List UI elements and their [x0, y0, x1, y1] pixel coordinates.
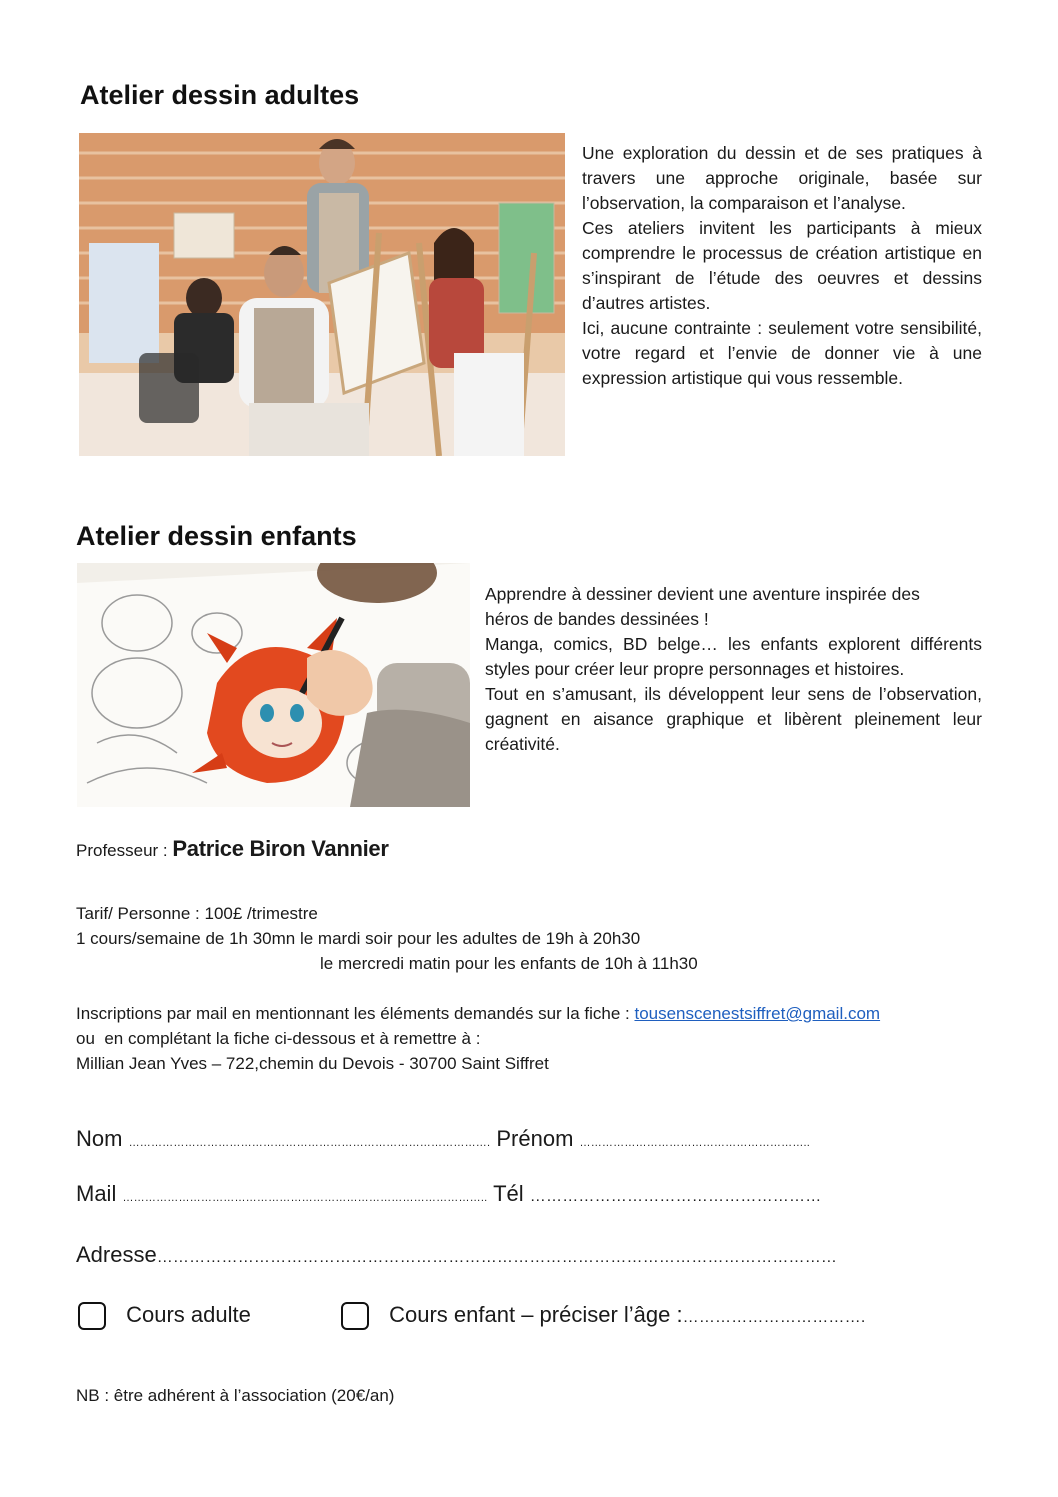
- registration-alt: ou en complétant la fiche ci-dessous et à remettre à :: [76, 1029, 481, 1048]
- form-row-mail: [76, 1181, 821, 1207]
- form-row-child: [341, 1302, 865, 1330]
- cours-adulte-label: Cours adulte: [126, 1302, 251, 1327]
- children-paragraph: Tout en s’amusant, ils développent leur sens de l’observation, gagnent en aisance graphique et libèrent pleinement leur créativité.: [485, 684, 982, 754]
- children-description: [485, 582, 982, 757]
- children-paragraph: Apprendre à dessiner devient une aventure inspirée des héros de bandes dessinées !: [485, 584, 920, 629]
- tel-field[interactable]: ………………………………………………: [529, 1188, 822, 1205]
- children-paragraph: Manga, comics, BD belge… les enfants explorent différents styles pour créer leur propre personnages et histoires.: [485, 634, 982, 679]
- form-row-name: [76, 1126, 810, 1152]
- teacher-name: Patrice Biron Vannier: [172, 836, 389, 861]
- tarif-text: Tarif/ Personne : 100£ /trimestre: [76, 904, 318, 923]
- children-drawing-photo: [77, 563, 470, 807]
- form-row-courses: [78, 1302, 251, 1330]
- tel-label: Tél: [493, 1181, 524, 1206]
- registration-text: Inscriptions par mail en mentionnant les éléments demandés sur la fiche :: [76, 1004, 630, 1023]
- teacher-label: Professeur :: [76, 841, 168, 860]
- schedule-adults: 1 cours/semaine de 1h 30mn le mardi soir pour les adultes de 19h à 20h30: [76, 929, 641, 948]
- email-link[interactable]: tousenscenestsiffret@gmail.com: [634, 1004, 881, 1023]
- mail-field[interactable]: ……………………………………………………………………………………..: [122, 1192, 488, 1204]
- membership-note: NB : être adhérent à l’association (20€/an): [76, 1386, 395, 1405]
- prenom-label: Prénom: [496, 1126, 574, 1151]
- prenom-field[interactable]: ……………………………………………………..: [579, 1137, 811, 1149]
- form-row-address: [76, 1242, 837, 1268]
- adults-title: Atelier dessin adultes: [80, 80, 360, 110]
- nom-field[interactable]: …………………………………………………………………………………….: [128, 1137, 491, 1149]
- adults-paragraph: Une exploration du dessin et de ses pratiques à travers une approche originale, basée sur l’observation, la comparaison et l’analyse.: [582, 143, 982, 213]
- adults-workshop-photo: [79, 133, 565, 456]
- schedule-children: le mercredi matin pour les enfants de 10h à 11h30: [320, 954, 698, 973]
- teacher-line: [76, 836, 389, 863]
- nom-label: Nom: [76, 1126, 123, 1151]
- cours-enfant-label: Cours enfant – préciser l’âge :: [389, 1302, 683, 1327]
- adults-description: [582, 141, 982, 391]
- age-field[interactable]: …………………………….: [682, 1309, 866, 1326]
- registration-line: [76, 1001, 880, 1026]
- children-title: Atelier dessin enfants: [76, 521, 357, 551]
- adresse-label: Adresse: [76, 1242, 157, 1267]
- mail-label: Mail: [76, 1181, 117, 1206]
- adresse-field[interactable]: ………………………………………………………………………………………………………………: [156, 1249, 838, 1266]
- cours-adulte-checkbox[interactable]: [78, 1302, 106, 1330]
- adults-paragraph: Ces ateliers invitent les participants à mieux comprendre le processus de création artistique en s’inspirant de l’étude des oeuvres et dessins d’autres artistes.: [582, 218, 982, 313]
- cours-enfant-checkbox[interactable]: [341, 1302, 369, 1330]
- registration-address: Millian Jean Yves – 722,chemin du Devois - 30700 Saint Siffret: [76, 1054, 549, 1073]
- adults-paragraph: Ici, aucune contrainte : seulement votre sensibilité, votre regard et l’envie de donner vie à une expression artistique qui vous ressemble.: [582, 318, 982, 388]
